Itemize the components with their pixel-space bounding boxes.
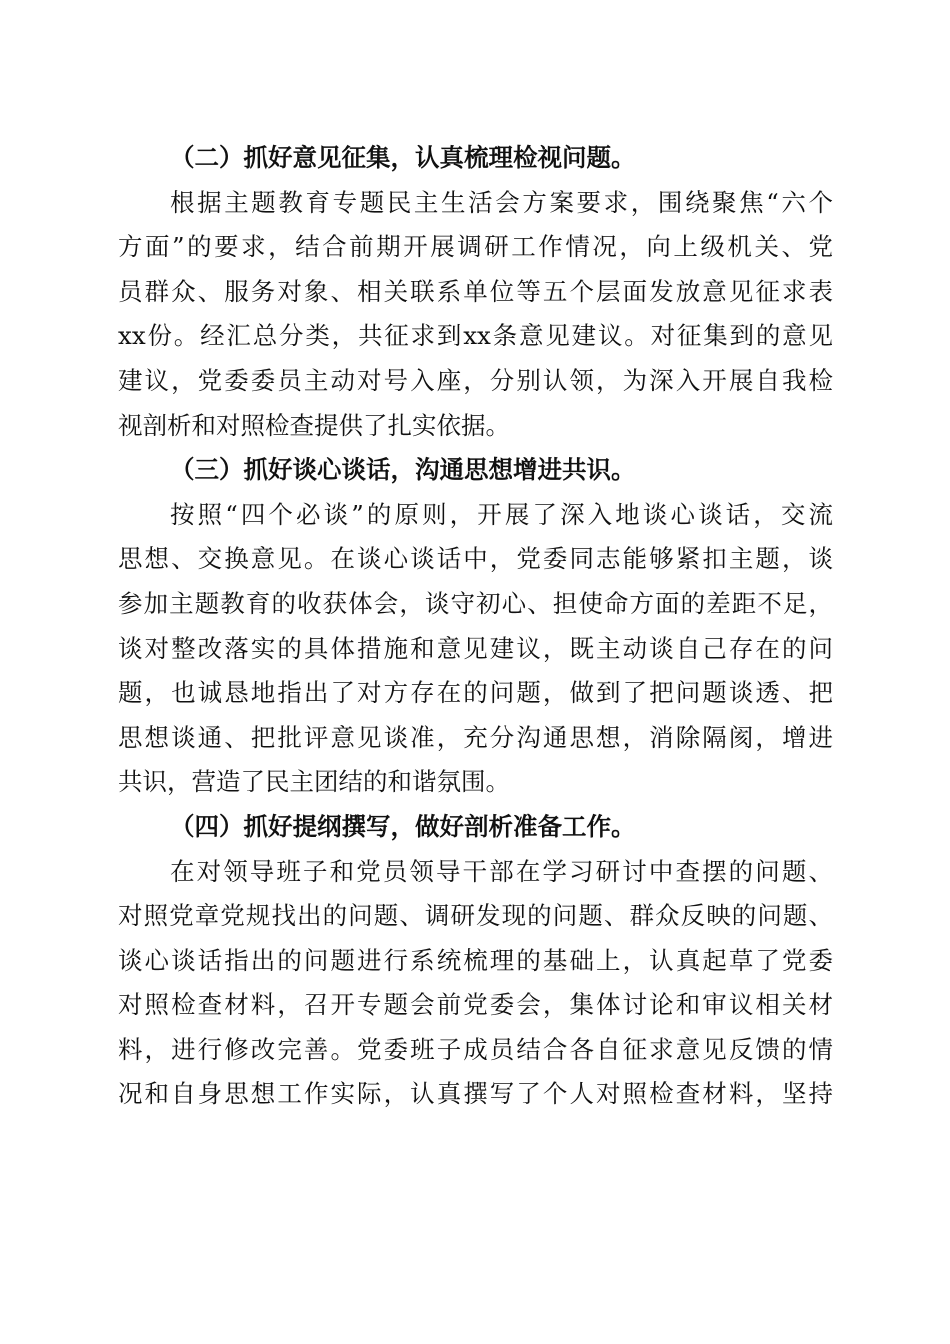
paragraph-line: 思想、交换意见。在谈心谈话中，党委同志能够紧扣主题，谈 (118, 544, 833, 574)
paragraph-line: 参加主题教育的收获体会，谈守初心、担使命方面的差距不足， (118, 588, 833, 618)
paragraph-line: 建议，党委委员主动对号入座，分别认领，为深入开展自我检 (118, 365, 833, 395)
paragraph-line: 对照党章党规找出的问题、调研发现的问题、群众反映的问题、 (118, 901, 833, 931)
section-heading-4: （四）抓好提纲撰写，做好剖析准备工作。 (170, 811, 636, 841)
paragraph-line: 况和自身思想工作实际，认真撰写了个人对照检查材料，坚持 (118, 1079, 833, 1109)
paragraph-line: 题，也诚恳地指出了对方存在的问题，做到了把问题谈透、把 (118, 678, 833, 708)
paragraph-line: 根据主题教育专题民主生活会方案要求，围绕聚焦“六个 (170, 187, 833, 217)
paragraph-line: xx份。经汇总分类，共征求到xx条意见建议。对征集到的意见 (118, 321, 833, 351)
paragraph-line: 方面”的要求，结合前期开展调研工作情况，向上级机关、党 (118, 232, 833, 262)
document-body (118, 136, 833, 1117)
paragraph-line: 谈心谈话指出的问题进行系统梳理的基础上，认真起草了党委 (118, 945, 833, 975)
paragraph-line: 思想谈通、把批评意见谈准，充分沟通思想，消除隔阂，增进 (118, 722, 833, 752)
paragraph-line: 共识，营造了民主团结的和谐氛围。 (118, 767, 510, 797)
paragraph-line: 按照“四个必谈”的原则，开展了深入地谈心谈话，交流 (170, 499, 833, 529)
paragraph-line: 料，进行修改完善。党委班子成员结合各自征求意见反馈的情 (118, 1034, 833, 1064)
paragraph-line: 视剖析和对照检查提供了扎实依据。 (118, 410, 510, 440)
paragraph-line: 员群众、服务对象、相关联系单位等五个层面发放意见征求表 (118, 276, 833, 306)
paragraph-line: 在对领导班子和党员领导干部在学习研讨中查摆的问题、 (170, 856, 833, 886)
section-heading-2: （二）抓好意见征集，认真梳理检视问题。 (170, 143, 636, 172)
paragraph-line: 谈对整改落实的具体措施和意见建议，既主动谈自己存在的问 (118, 633, 833, 663)
paragraph-line: 对照检查材料，召开专题会前党委会，集体讨论和审议相关材 (118, 990, 833, 1020)
section-heading-3: （三）抓好谈心谈话，沟通思想增进共识。 (170, 455, 636, 485)
